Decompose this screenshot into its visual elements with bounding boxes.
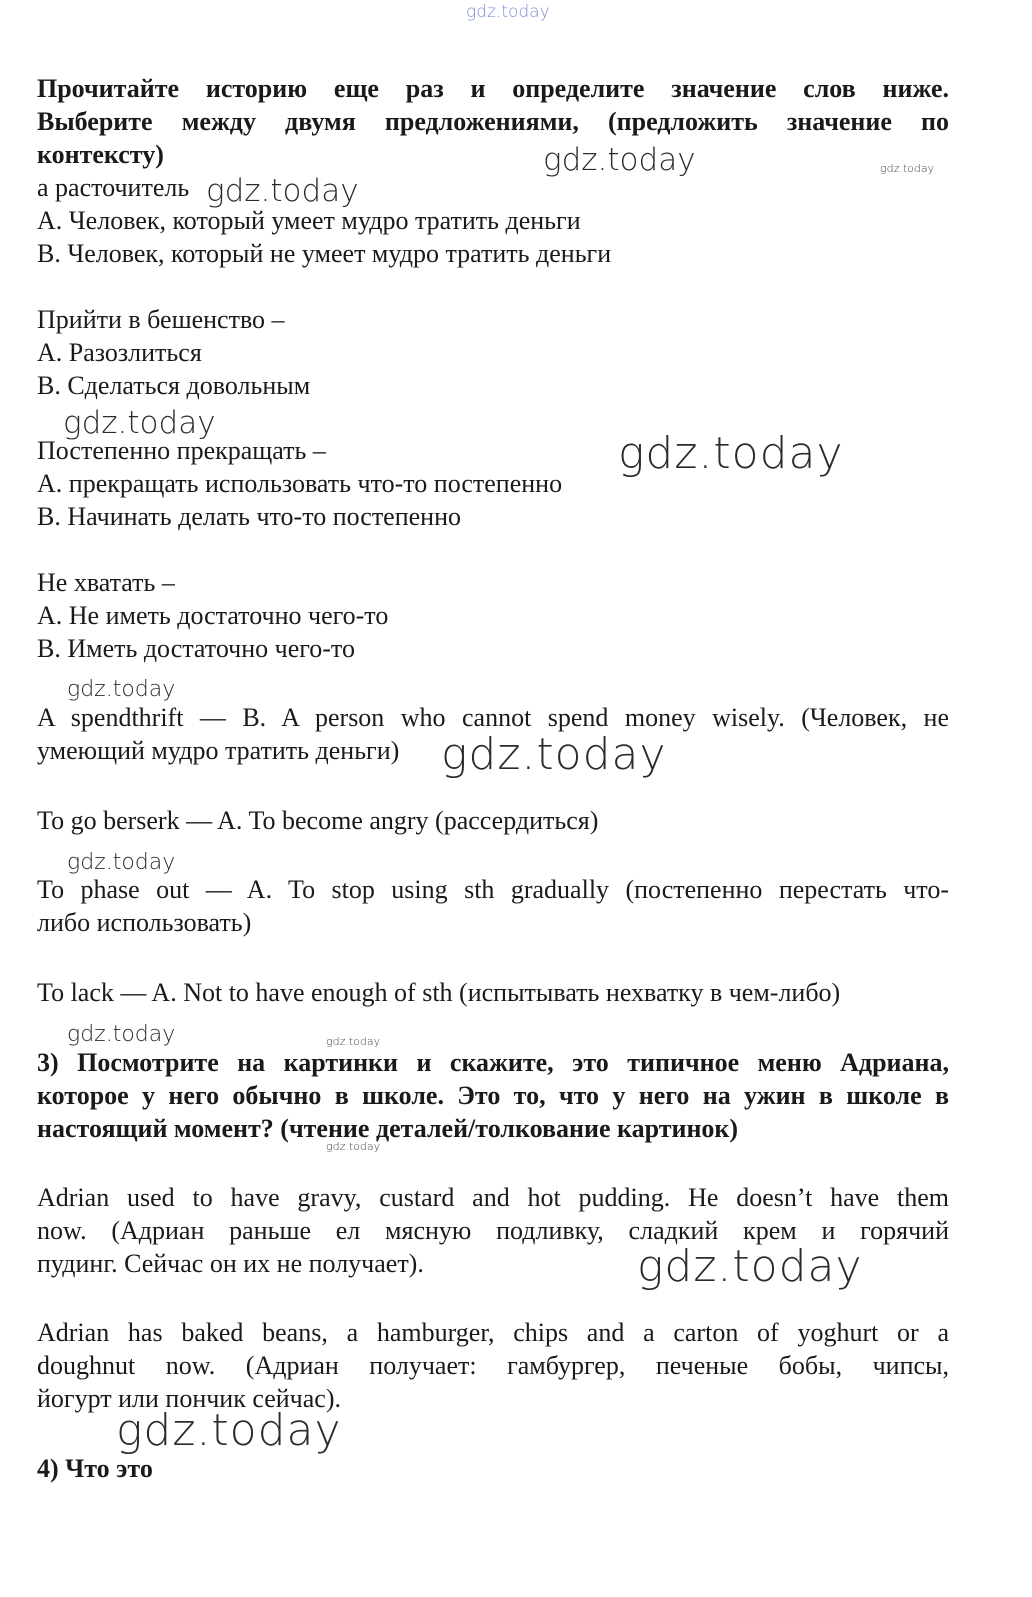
question-term: а расточитель	[37, 173, 190, 202]
task3-answer-line: Adrian used to have gravy, custard and hot pudding. He doesn’t have them	[37, 1183, 949, 1212]
question-term: Прийти в бешенство –	[37, 305, 285, 334]
answer-line: умеющий мудро тратить деньги)	[37, 736, 400, 765]
question-option-a: А. Человек, который умеет мудро тратить деньги	[37, 206, 581, 235]
watermark: gdz.today	[543, 142, 696, 178]
task-heading-line-2: Выберите между двумя предложениями, (предложить значение по	[37, 107, 949, 136]
watermark: gdz.today	[63, 405, 216, 441]
task-heading-line-3: контексту)	[37, 140, 164, 169]
answer-line: To lack — A. Not to have enough of sth (испытывать нехватку в чем-либо)	[37, 978, 841, 1007]
watermark: gdz.today	[466, 2, 550, 22]
question-option-a: А. Не иметь достаточно чего-то	[37, 601, 389, 630]
question-option-b: В. Сделаться довольным	[37, 371, 311, 400]
question-term: Постепенно прекращать –	[37, 436, 326, 465]
task3-heading-line-2: которое у него обычно в школе. Это то, что у него на ужин в школе в	[37, 1081, 949, 1110]
watermark: gdz.today	[67, 850, 176, 875]
answer-line: A spendthrift — B. A person who cannot spend money wisely. (Человек, не	[37, 703, 949, 732]
answer-line: To phase out — A. To stop using sth gradually (постепенно перестать что-	[37, 875, 949, 904]
answer-line: либо использовать)	[37, 908, 252, 937]
question-option-a: А. прекращать использовать что-то постепенно	[37, 469, 563, 498]
watermark: gdz.today	[637, 1241, 863, 1292]
watermark: gdz.today	[326, 1140, 381, 1153]
watermark: gdz.today	[206, 173, 359, 209]
task3-answer-line: йогурт или пончик сейчас).	[37, 1384, 341, 1413]
task3-heading-line-1: 3) Посмотрите на картинки и скажите, это типичное меню Адриана,	[37, 1048, 949, 1077]
task3-answer-line: doughnut now. (Адриан получает: гамбургер, печеные бобы, чипсы,	[37, 1351, 949, 1380]
question-option-b: В. Человек, который не умеет мудро тратить деньги	[37, 239, 612, 268]
question-term: Не хватать –	[37, 568, 175, 597]
task3-answer-line: now. (Адриан раньше ел мясную подливку, сладкий крем и горячий	[37, 1216, 949, 1245]
task3-heading-line-3: настоящий момент? (чтение деталей/толкование картинок)	[37, 1114, 739, 1143]
question-option-b: В. Иметь достаточно чего-то	[37, 634, 355, 663]
task-heading-line-1: Прочитайте историю еще раз и определите значение слов ниже.	[37, 74, 949, 103]
task3-answer-line: Adrian has baked beans, a hamburger, chips and a carton of yoghurt or a	[37, 1318, 949, 1347]
question-option-b: В. Начинать делать что-то постепенно	[37, 502, 461, 531]
watermark: gdz.today	[880, 162, 935, 175]
question-option-a: А. Разозлиться	[37, 338, 202, 367]
watermark: gdz.today	[618, 428, 844, 479]
task4-heading: 4) Что это	[37, 1454, 153, 1483]
watermark: gdz.today	[116, 1405, 342, 1456]
watermark: gdz.today	[67, 1022, 176, 1047]
watermark: gdz.today	[326, 1035, 381, 1048]
watermark: gdz.today	[67, 677, 176, 702]
answer-line: To go berserk — A. To become angry (рассердиться)	[37, 806, 599, 835]
task3-answer-line: пудинг. Сейчас он их не получает).	[37, 1249, 424, 1278]
watermark: gdz.today	[441, 729, 667, 780]
